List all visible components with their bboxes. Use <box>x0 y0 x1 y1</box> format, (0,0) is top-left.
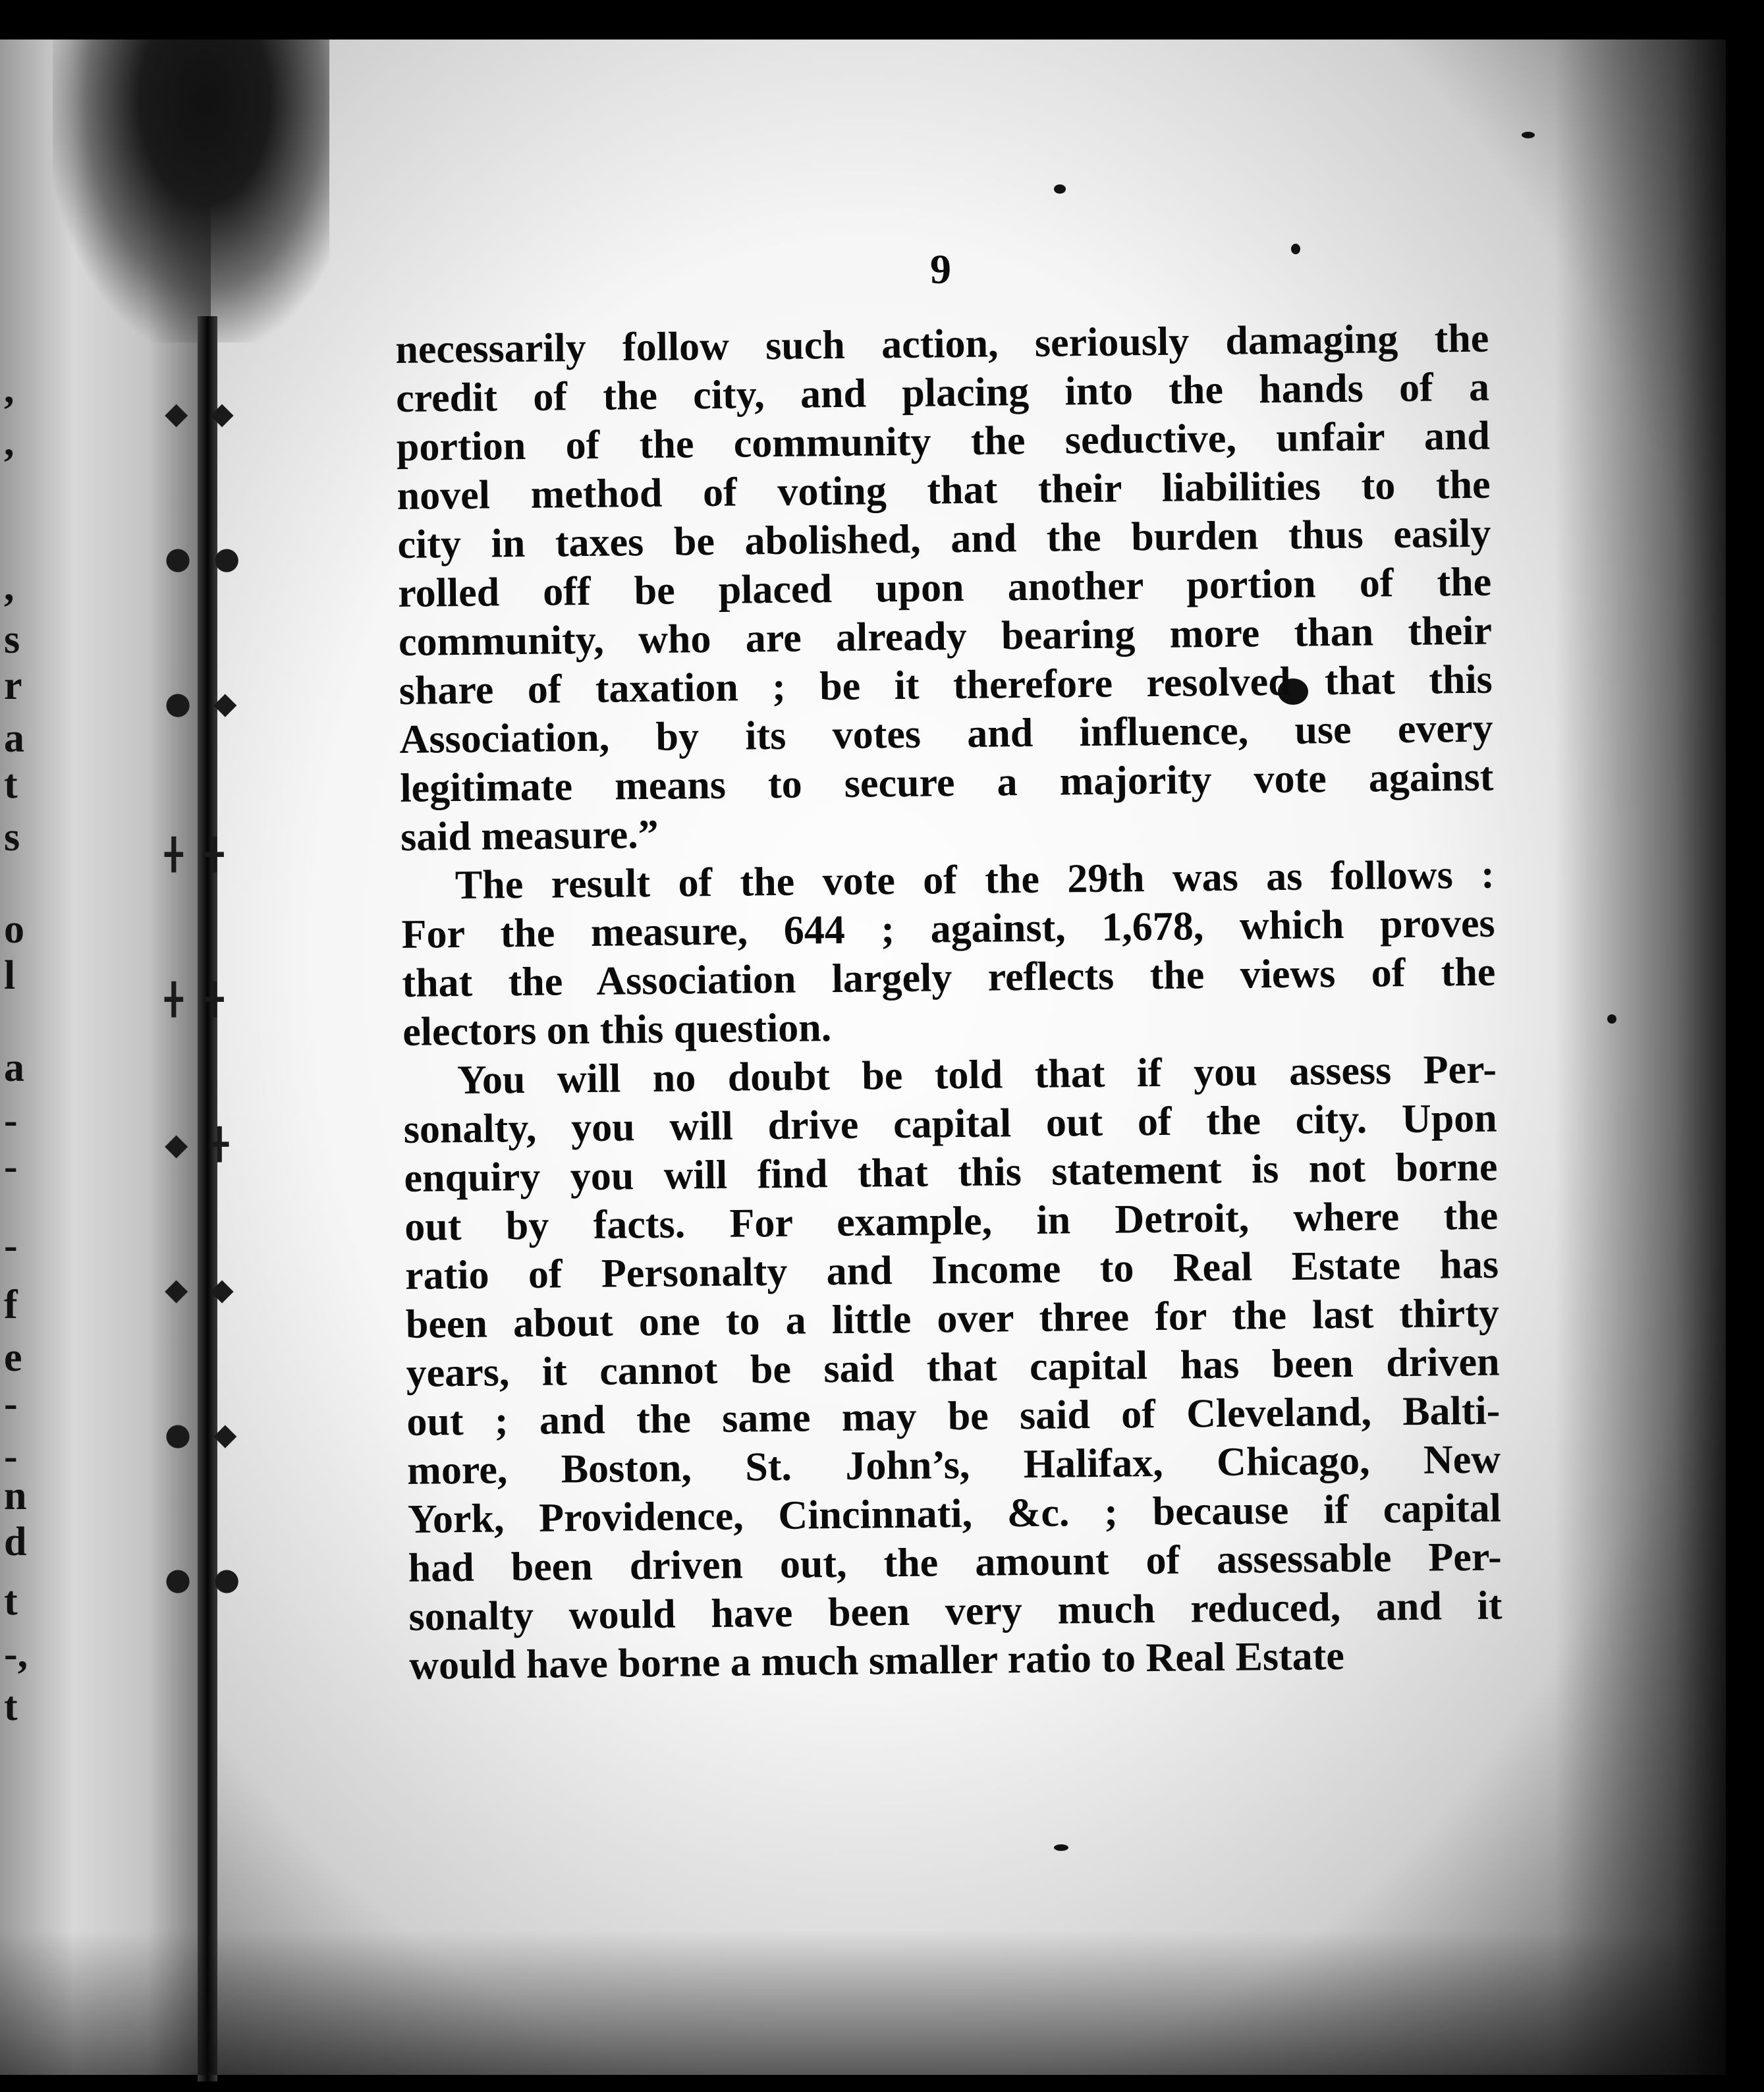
page-number: 9 <box>930 246 951 292</box>
margin-fragment: a <box>4 716 24 761</box>
text-line: sonalty would have been very much reduced, and it <box>408 1583 1502 1639</box>
text-line: said measure.” <box>400 812 659 860</box>
margin-fragment: a <box>4 1045 24 1090</box>
margin-fragment: r <box>4 663 22 708</box>
binding-thread-mark: ◆◆ <box>165 1271 256 1307</box>
text-line: out ; and the same may be said of Cleveland, Balti- <box>406 1388 1501 1445</box>
paragraph <box>401 850 1497 1057</box>
scan-speck <box>1607 1014 1616 1024</box>
margin-fragment: t <box>4 1684 18 1729</box>
bottom-edge-shadow <box>0 1930 1726 2075</box>
binding-gutter <box>198 316 217 2081</box>
scan-speck <box>1291 244 1300 254</box>
margin-fragment: - <box>4 1144 18 1189</box>
text-line: would have borne a much smaller ratio to Real Estate <box>408 1634 1345 1688</box>
margin-fragment: n <box>4 1473 27 1518</box>
text-line: For the measure, 644 ; against, 1,678, which proves <box>401 900 1495 957</box>
binding-thread-mark: ●● <box>165 1561 263 1597</box>
margin-fragment: o <box>4 907 24 952</box>
margin-fragment: d <box>4 1520 27 1564</box>
text-line: Association, by its votes and influence, use every <box>399 705 1493 762</box>
binding-thread-mark: ◆╋ <box>165 1126 252 1162</box>
text-line: novel method of voting that their liabilities to the <box>397 462 1491 518</box>
text-line: city in taxes be abolished, and the burden thus easily <box>397 510 1491 567</box>
text-line: credit of the city, and placing into the hands of a <box>395 364 1490 421</box>
margin-fragment: , <box>4 420 14 464</box>
margin-fragment: - <box>4 1381 18 1426</box>
binding-thread-mark: ◆◆ <box>165 395 256 431</box>
margin-fragment: - <box>4 1434 18 1479</box>
paragraph <box>395 314 1494 862</box>
right-edge-shadow <box>1555 40 1726 2075</box>
text-line: share of taxation ; be it therefore resolved that this <box>399 657 1493 713</box>
text-line: necessarily follow such action, seriously damaging the <box>395 316 1489 372</box>
text-line: sonalty, you will drive capital out of the city. Upon <box>403 1095 1498 1152</box>
text-line: rolled off be placed upon another portion of the <box>397 559 1492 616</box>
scan-speck <box>1054 1844 1068 1851</box>
text-line: years, it cannot be said that capital has been driven <box>406 1339 1500 1396</box>
scan-speck <box>1522 132 1535 138</box>
text-line: more, Boston, St. John’s, Halifax, Chicago, New <box>406 1437 1501 1493</box>
binding-thread-mark: ●◆ <box>165 685 260 721</box>
margin-fragment: , <box>4 367 14 412</box>
text-line: legitimate means to secure a majority vote against <box>400 754 1494 811</box>
body-text <box>395 314 1503 1690</box>
text-line: portion of the community the seductive, unfair and <box>396 413 1491 470</box>
text-line: had been driven out, the amount of assessable Per- <box>408 1534 1502 1591</box>
text-line: electors on this question. <box>402 1005 832 1055</box>
margin-fragment: - <box>4 1223 18 1268</box>
margin-fragment: - <box>4 1098 18 1143</box>
text-line: been about one to a little over three for the last thirty <box>405 1290 1500 1347</box>
text-line: that the Association largely reflects the views of the <box>402 949 1496 1006</box>
margin-fragment: t <box>4 1579 18 1624</box>
margin-fragment: s <box>4 617 20 662</box>
scan-speck <box>1054 184 1066 194</box>
margin-fragment: -, <box>4 1632 28 1676</box>
margin-fragment: f <box>4 1282 18 1327</box>
text-line: enquiry you will find that this statement is not borne <box>404 1144 1498 1201</box>
margin-fragment: l <box>4 953 16 998</box>
margin-fragment: , <box>4 564 14 609</box>
binding-thread-mark: ●◆ <box>165 1416 260 1452</box>
facing-page-edge <box>0 40 211 2075</box>
binding-thread-mark: ╋╋ <box>165 837 246 872</box>
text-line: community, who are already bearing more than their <box>398 608 1493 665</box>
binding-thread-mark: ╋╋ <box>165 981 246 1017</box>
text-line: York, Providence, Cincinnati, &c. ; because if capital <box>407 1485 1502 1542</box>
margin-fragment: e <box>4 1335 22 1380</box>
binding-thread-mark: ●● <box>165 540 263 576</box>
paragraph <box>403 1045 1503 1690</box>
text-line: ratio of Personalty and Income to Real Estate has <box>404 1242 1499 1298</box>
binding-fold-shadow <box>53 40 329 343</box>
margin-fragment: t <box>4 762 18 807</box>
text-line: You will no doubt be told that if you assess Per- <box>456 1047 1497 1103</box>
text-line: out by facts. For example, in Detroit, where the <box>404 1193 1499 1250</box>
margin-fragment: s <box>4 815 20 860</box>
text-line: The result of the vote of the 29th was as follows : <box>455 852 1495 908</box>
